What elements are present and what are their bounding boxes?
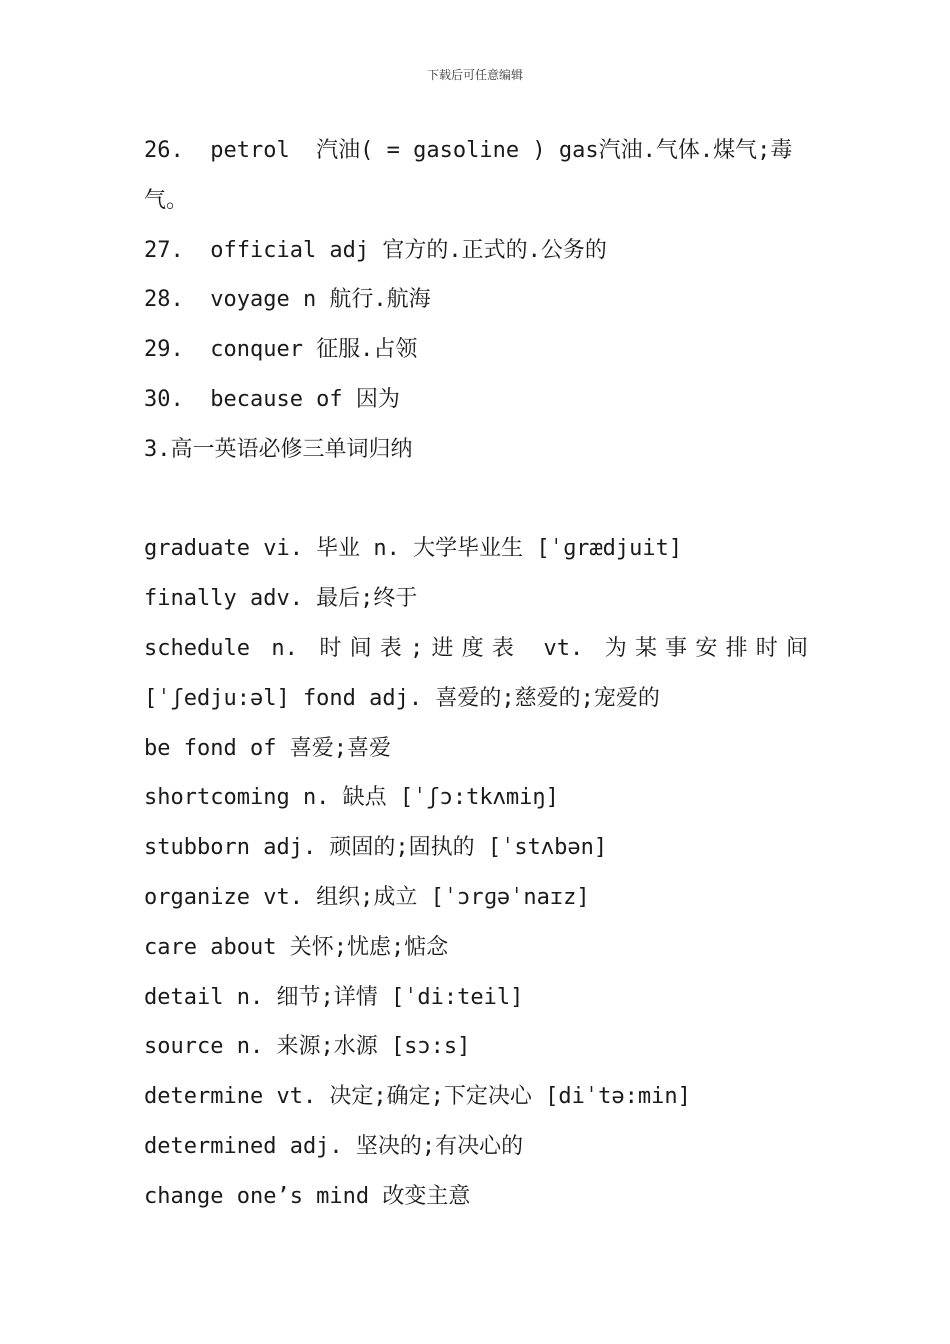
text-line: 27. official adj 官方的.正式的.公务的: [144, 237, 607, 263]
document-body: [144, 126, 808, 1222]
text-line: organize vt. 组织;成立 [ˈɔrɡəˈnaɪz]: [144, 884, 590, 910]
text-line: stubborn adj. 顽固的;固执的 [ˈstʌbən]: [144, 835, 608, 861]
section-heading: 3.高一英语必修三单词归纳: [144, 436, 413, 462]
page-header: 下载后可任意编辑: [426, 68, 523, 82]
text-line: 28. voyage n 航行.航海: [144, 287, 431, 313]
text-line: detail n. 细节;详情 [ˈdi:teil]: [144, 984, 524, 1010]
text-line: [ˈʃedju:əl] fond adj. 喜爱的;慈爱的;宠爱的: [144, 685, 660, 711]
text-line: 30. because of 因为: [144, 386, 400, 412]
text-line: 气。: [144, 187, 189, 213]
text-line: shortcoming n. 缺点 [ˈʃɔ:tkʌmiŋ]: [144, 785, 559, 811]
text-line: schedule n. 时间表;进度表 vt. 为某事安排时间: [144, 635, 808, 661]
text-line: care about 关怀;忧虑;惦念: [144, 934, 449, 960]
text-line: graduate vi. 毕业 n. 大学毕业生 [ˈɡrædjuit]: [144, 536, 683, 562]
text-line: determined adj. 坚决的;有决心的: [144, 1133, 524, 1159]
text-line: be fond of 喜爱;喜爱: [144, 735, 391, 761]
text-line: determine vt. 决定;确定;下定决心 [diˈtə:min]: [144, 1084, 691, 1110]
text-line: 29. conquer 征服.占领: [144, 337, 418, 363]
text-line: 26. petrol 汽油( = gasoline ) gas汽油.气体.煤气;毒: [144, 138, 793, 163]
text-line: source n. 来源;水源 [sɔ:s]: [144, 1034, 471, 1060]
text-line: finally adv. 最后;终于: [144, 586, 418, 612]
text-line: change one’s mind 改变主意: [144, 1183, 471, 1209]
blank-line: [144, 475, 808, 525]
